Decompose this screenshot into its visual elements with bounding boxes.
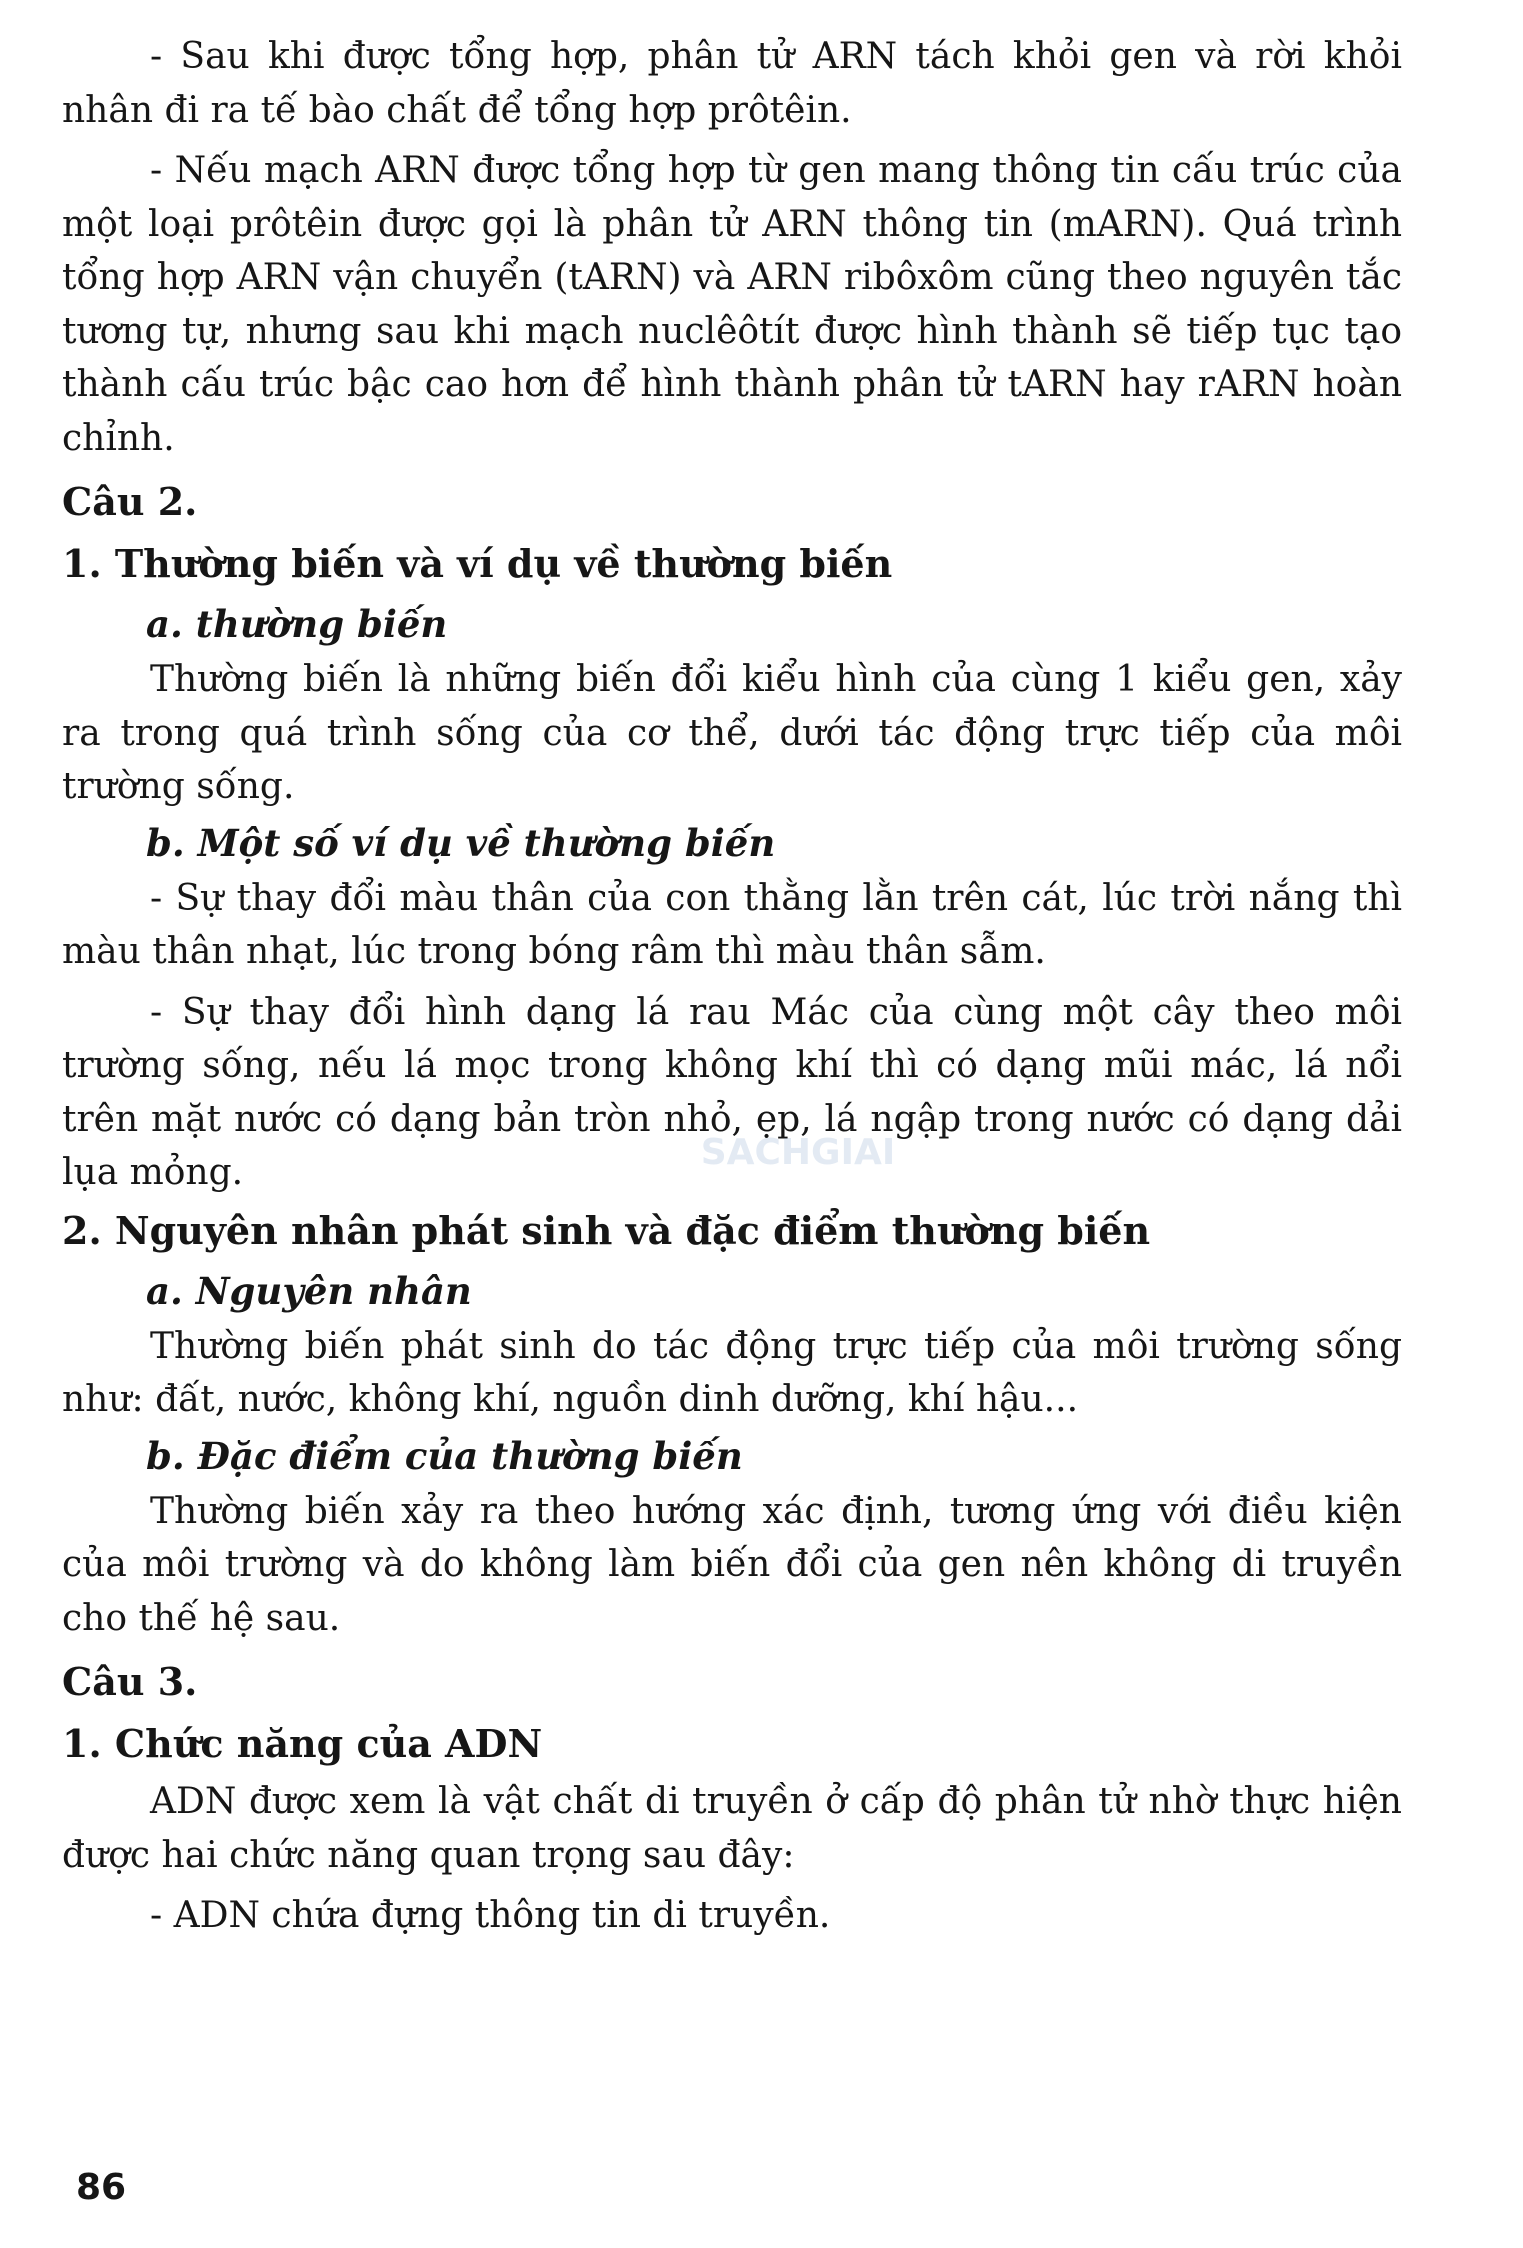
page-content	[62, 30, 1402, 1943]
list-item-adn-genetic-info: - ADN chứa đựng thông tin di truyền.	[150, 1895, 831, 1936]
paragraph-arn-release: - Sau khi được tổng hợp, phân tử ARN tách khỏi gen và rời khỏi nhân đi ra tế bào chất để tổng hợp prôtêin.	[62, 36, 1402, 131]
watermark-text: SACHGIAI	[700, 1132, 896, 1173]
question-3-heading: Câu 3.	[62, 1659, 198, 1704]
subheading-features: b. Đặc điểm của thường biến	[146, 1433, 743, 1478]
section-heading-thuong-bien-examples: 1. Thường biến và ví dụ về thường biến	[62, 541, 893, 586]
subheading-thuong-bien: a. thường biến	[146, 602, 448, 646]
paragraph-marn-definition: - Nếu mạch ARN được tổng hợp từ gen mang thông tin cấu trúc của một loại prôtêin được gọi là phân tử ARN thông tin (mARN). Quá trình tổng hợp ARN vận chuyển (tARN) và ARN ribôxôm cũng theo nguyên tắc tương tự, nhưng sau khi mạch nuclêôtít được hình thành sẽ tiếp tục tạo thành cấu trúc bậc cao hơn để hình thành phân tử tARN hay rARN hoàn chỉnh.	[62, 150, 1402, 459]
paragraph-features: Thường biến xảy ra theo hướng xác định, tương ứng với điều kiện của môi trường và do không làm biến đổi của gen nên không di truyền cho thế hệ sau.	[62, 1490, 1402, 1639]
list-item-arrowhead-plant-example: - Sự thay đổi hình dạng lá rau Mác của cùng một cây theo môi trường sống, nếu lá mọc trong không khí thì có dạng mũi mác, lá nổi trên mặt nước có dạng bản tròn nhỏ, ẹp, lá ngập trong nước có dạng dải lụa mỏng.	[62, 991, 1402, 1193]
subheading-examples: b. Một số ví dụ về thường biến	[146, 820, 776, 865]
paragraph-adn-functions: ADN được xem là vật chất di truyền ở cấp độ phân tử nhờ thực hiện được hai chức năng quan trọng sau đây:	[62, 1781, 1402, 1876]
paragraph-thuong-bien-definition: Thường biến là những biến đổi kiểu hình của cùng 1 kiểu gen, xảy ra trong quá trình sống của cơ thể, dưới tác động trực tiếp của môi trường sống.	[62, 659, 1402, 807]
section-heading-adn-function: 1. Chức năng của ADN	[62, 1721, 543, 1766]
section-heading-causes-and-features: 2. Nguyên nhân phát sinh và đặc điểm thường biến	[62, 1207, 1151, 1253]
subheading-causes: a. Nguyên nhân	[146, 1268, 472, 1313]
paragraph-causes: Thường biến phát sinh do tác động trực tiếp của môi trường sống như: đất, nước, không khí, nguồn dinh dưỡng, khí hậu...	[62, 1325, 1402, 1420]
list-item-lizard-example: - Sự thay đổi màu thân của con thằng lằn trên cát, lúc trời nắng thì màu thân nhạt, lúc trong bóng râm thì màu thân sẫm.	[62, 877, 1402, 972]
question-2-heading: Câu 2.	[62, 479, 198, 524]
page-number: 86	[76, 2167, 127, 2208]
